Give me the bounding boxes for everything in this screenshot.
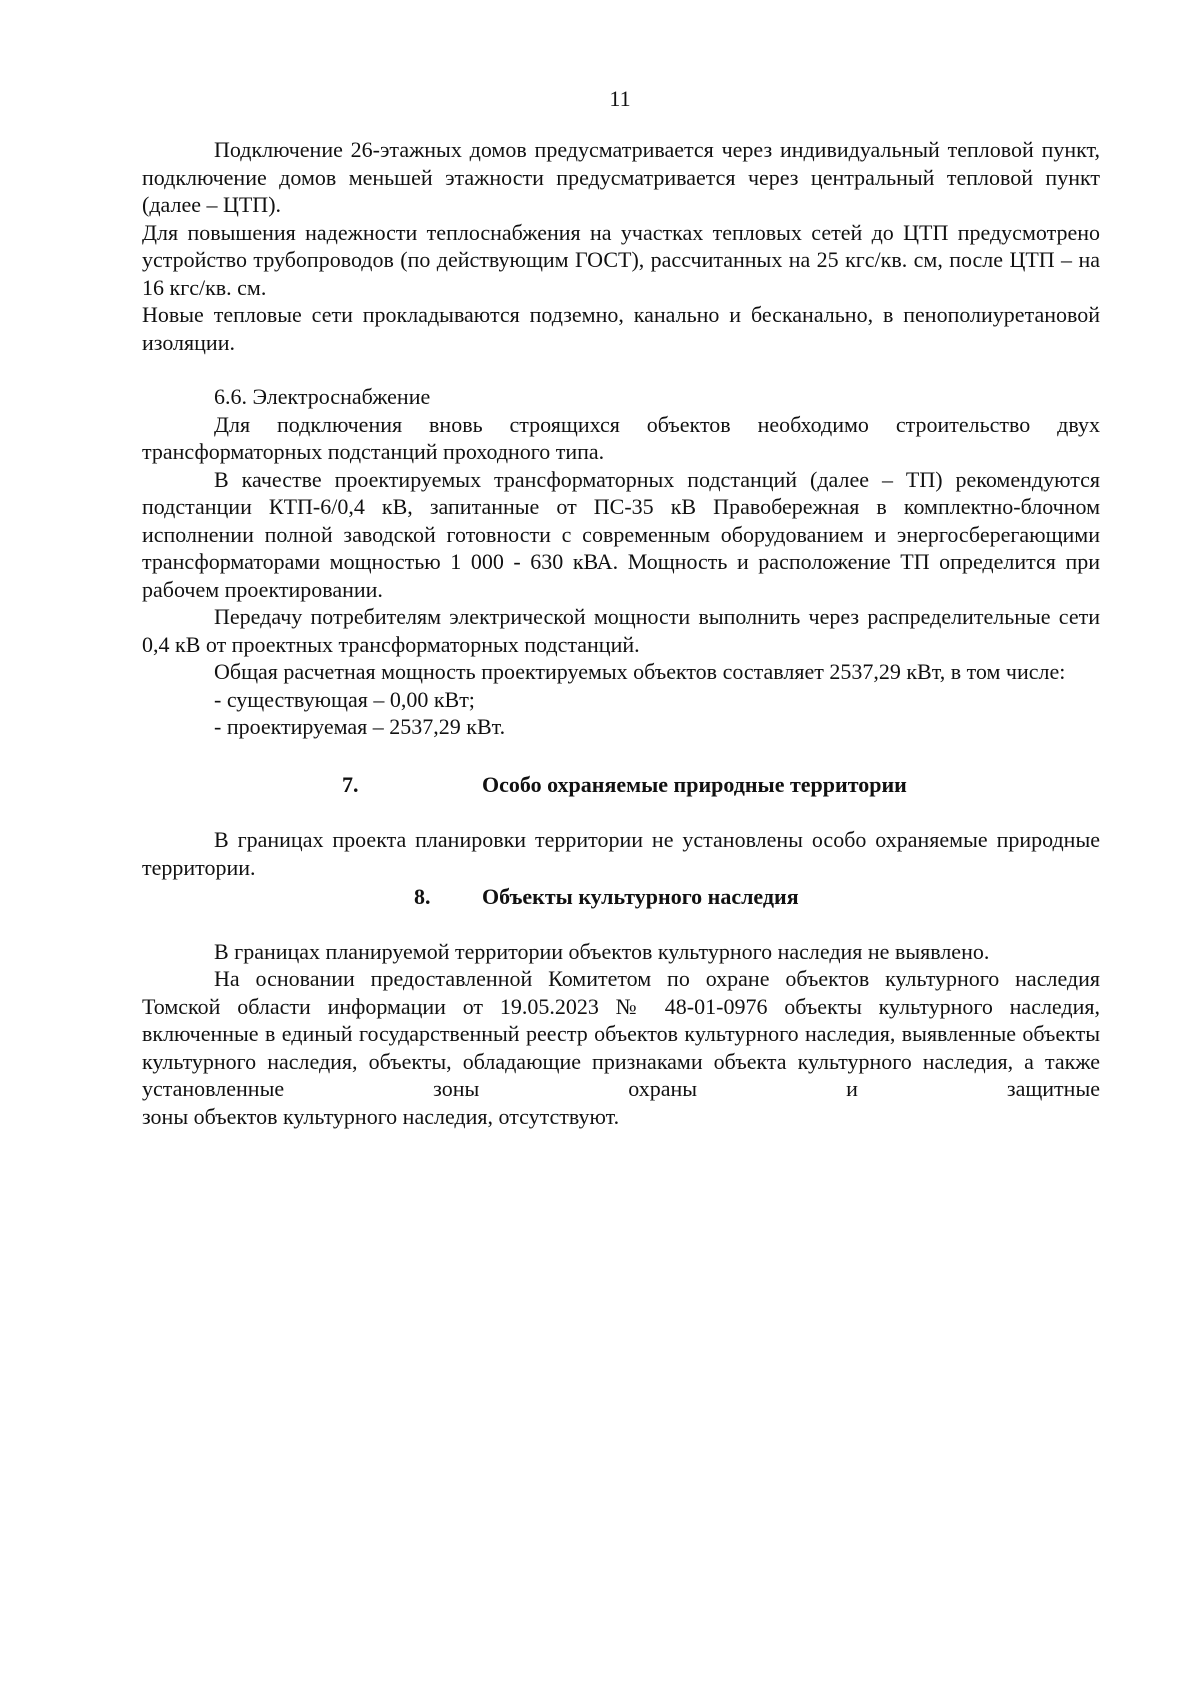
heat-paragraph-1: Подключение 26-этажных домов предусматривается через индивидуальный тепловой пункт, подключение домов меньшей этажности предусматривается через центральный тепловой пункт (далее – ЦТП). <box>142 137 1100 217</box>
power-paragraph-1: Для подключения вновь строящихся объектов необходимо строительство двух трансформаторных подстанций проходного типа. <box>142 411 1100 464</box>
section-8-paragraph-2-end: зоны объектов культурного наследия, отсутствуют. <box>142 1103 620 1129</box>
heat-paragraph-2: Для повышения надежности теплоснабжения на участках тепловых сетей до ЦТП предусмотрено устройство трубопроводов (по действующим ГОСТ), рассчитанных на 25 кгс/кв. см, после ЦТП – на 16 кгс/кв. см. <box>142 219 1100 300</box>
power-paragraph-2: В качестве проектируемых трансформаторных подстанций (далее – ТП) рекомендуются подстанции КТП-6/0,4 кВ, запитанные от ПС-35 кВ Правобережная в комплектно-блочном исполнении полной заводской готовности с современным оборудованием и энергосберегающими трансформаторами мощностью 1 000 - 630 кВА. Мощность и расположение ТП определится при рабочем проектировании. <box>142 466 1100 602</box>
power-subsection-title: 6.6. Электроснабжение <box>214 384 431 409</box>
power-paragraph-4: Общая расчетная мощность проектируемых объектов составляет 2537,29 кВт, в том числе: <box>214 659 1066 684</box>
page-content <box>142 136 1100 1130</box>
section-7-title: Особо охраняемые природные территории <box>482 771 907 797</box>
section-8-paragraph-1: В границах планируемой территории объектов культурного наследия не выявлено. <box>214 938 990 964</box>
power-list-item-projected: - проектируемая – 2537,29 кВт. <box>214 714 506 739</box>
page-number: 11 <box>609 86 631 111</box>
power-list-item-existing: - существующая – 0,00 кВт; <box>214 686 475 712</box>
section-7-number: 7. <box>342 771 359 797</box>
section-8-number: 8. <box>414 884 431 909</box>
section-8-heading <box>142 883 1100 911</box>
heat-paragraph-3: Новые тепловые сети прокладываются подземно, канально и бесканально, в пенополиуретановой изоляции. <box>142 302 1100 355</box>
power-paragraph-3: Передачу потребителям электрической мощности выполнить через распределительные сети 0,4 кВ от проектных трансформаторных подстанций. <box>142 604 1100 657</box>
section-8-title: Объекты культурного наследия <box>482 884 799 909</box>
section-7-heading <box>142 771 1100 799</box>
section-7-paragraph: В границах проекта планировки территории не установлены особо охраняемые природные территории. <box>142 827 1100 880</box>
section-8-paragraph-2: На основании предоставленной Комитетом по охране объектов культурного наследия Томской области информации от 19.05.2023 № 48-01-0976 объекты культурного наследия, включенные в единый государственный реестр объектов культурного наследия, выявленные объекты культурного наследия, объекты, обладающие признаками объекта культурного наследия, а также установленные зоны охраны и защитные <box>142 966 1100 1101</box>
